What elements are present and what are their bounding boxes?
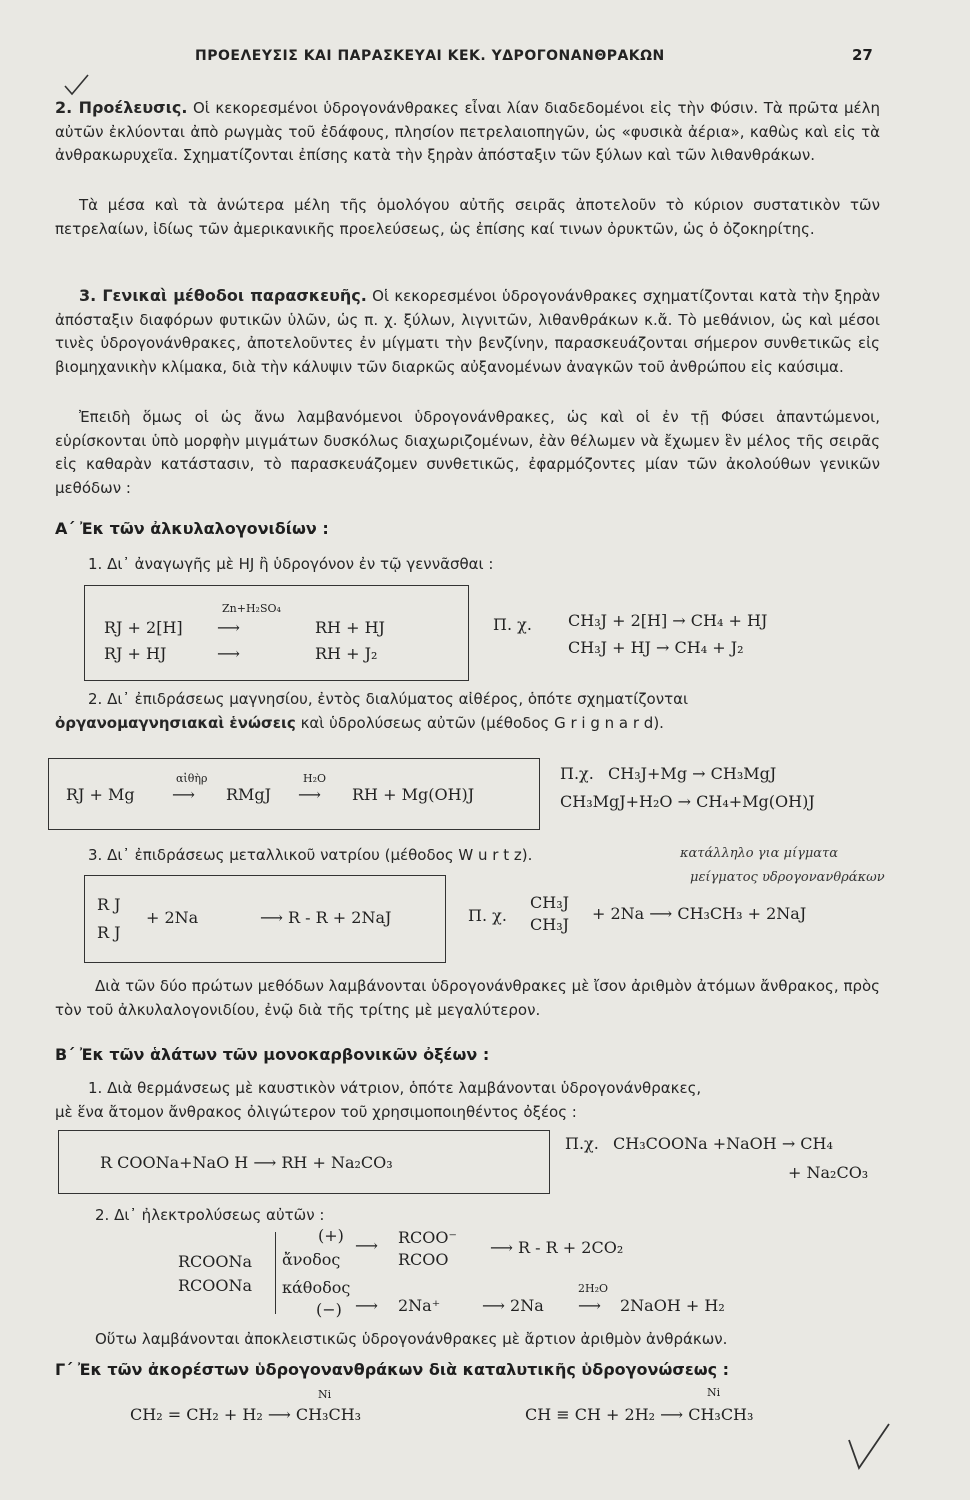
page-number: 27 xyxy=(852,46,873,64)
eq-a2-arrow2: ⟶ xyxy=(298,785,321,804)
eq-a2-reactants: RJ + Mg xyxy=(66,785,135,804)
electrolysis-divider xyxy=(275,1232,276,1314)
electrolysis-reactant2: RCOONa xyxy=(178,1276,253,1295)
section-2-paragraph-2: Τὰ μέσα καὶ τὰ ἀνώτερα μέλη τῆς ὁμολόγου αὐτῆς σειρᾶς ἀποτελοῦν τὸ κύριον συστατικὸν τῶν πετρελαίων, ἰδίως τῶν ἀμερικανικῆς προελεύσεως, ὡς ἐπίσης καί τινων ὀρυκτῶν, ὡς ὁ ὀζοκηρίτης. xyxy=(55,196,880,238)
section-3-text: Οἱ κεκορεσμένοι ὑδρογονάνθρακες σχηματίζονται κατὰ τὴν ξηρὰν ἀπόσταξιν διαφόρων φυτικῶν ὑλῶν, ὡς π. χ. ξύλων, λιγνιτῶν, λιθανθράκων κ.ἄ. Τὸ μεθάνιον, ὡς καὶ μέσοι τινὲς ὑδρογονάνθρακες, ἀποτελοῦντες ἐν μίγματι τὴν βενζίνην, παρασκευάζονται σήμερον συνθετικῶς εἰς βιομηχανικὴν κλίμακα, διὰ τὴν κάλυψιν τῶν διαρκῶς αὐξανομένων ἀναγκῶν τοῦ ἀνθρώπου εἰς καύσιμα. xyxy=(55,287,880,376)
eq-a2-arrow1: ⟶ xyxy=(172,785,195,804)
method-a2-term: ὀργανομαγνησιακαὶ ἑνώσεις xyxy=(55,714,296,732)
eq-a2-condition1: αἰθὴρ xyxy=(176,772,208,785)
electrolysis-reactant1: RCOONa xyxy=(178,1252,253,1271)
cathode-sign: (−) xyxy=(316,1300,342,1319)
example-b1-line1: CH₃COONa +NaOH → CH₄ xyxy=(613,1134,833,1153)
anode-sign: (+) xyxy=(318,1226,344,1245)
hydrogenation-eq-2: CH ≡ CH + 2H₂ ⟶ CH₃CH₃ xyxy=(525,1405,754,1424)
check-mark-icon xyxy=(845,1420,895,1475)
eq-a1b-arrow: ⟶ xyxy=(217,644,240,663)
eq-a2-intermediate: RMgJ xyxy=(226,785,272,804)
example-label-a2: Π.χ. xyxy=(560,764,594,783)
eq-a1-arrow: ⟶ xyxy=(217,618,240,637)
anion-1: RCOO⁻ xyxy=(398,1228,457,1247)
eq-a3-reactant1: R J xyxy=(97,895,121,914)
anode-arrow: ⟶ xyxy=(355,1236,378,1255)
method-a2-line1: 2. Δι᾽ ἐπιδράσεως μαγνησίου, ἐντὸς διαλύματος αἰθέρος, ὁπότε σχηματίζονται xyxy=(88,690,689,708)
method-a2-rest: καὶ ὑδρολύσεως αὐτῶν (μέθοδος G r i g n a r d). xyxy=(300,714,664,732)
eq-a1-reactants: RJ + 2[H] xyxy=(104,618,183,637)
example-a1-line1: CH₃J + 2[H] → CH₄ + HJ xyxy=(568,611,768,630)
eq-a3-products: ⟶ R - R + 2NaJ xyxy=(260,908,392,927)
hydrolysis-products: 2NaOH + H₂ xyxy=(620,1296,725,1315)
handwritten-note-2: μείγματος υδρογονανθράκων xyxy=(690,870,885,885)
eq-a1b-reactants: RJ + HJ xyxy=(104,644,167,663)
cathode-cation: 2Na⁺ xyxy=(398,1296,441,1315)
method-b1-line2: μὲ ἕνα ἄτομον ἄνθρακος ὀλιγώτερον τοῦ χρησιμοποιηθέντος ὀξέος : xyxy=(55,1103,577,1121)
section-2-text: Οἱ κεκορεσμένοι ὑδρογονάνθρακες εἶναι λίαν διαδεδομένοι εἰς τὴν Φύσιν. Τὰ πρῶτα μέλη αὐτῶν ἐκλύονται ἀπὸ ρωγμὰς τοῦ ἐδάφους, πλησίον πετρελαιοπηγῶν, ὡς «φυσικὰ ἀέρια», καθὼς καὶ εἰς τὰ ἀνθρακωρυχεῖα. Σχηματίζονται ἐπίσης κατὰ τὴν ξηρὰν ἀπόσταξιν τῶν ξύλων καὶ τῶν λιθανθράκων. xyxy=(55,99,880,165)
example-label-a3: Π. χ. xyxy=(468,906,507,925)
example-b1-line2: + Na₂CO₃ xyxy=(788,1163,869,1182)
note-b: Οὕτω λαμβάνονται ἀποκλειστικῶς ὑδρογονάνθρακες μὲ ἄρτιον ἀριθμὸν ἀνθράκων. xyxy=(95,1330,728,1348)
eq-b1: R COONa+NaO H ⟶ RH + Na₂CO₃ xyxy=(100,1153,393,1172)
section-3-paragraph-2: Ἐπειδὴ ὅμως οἱ ὡς ἄνω λαμβανόμενοι ὑδρογονάνθρακες, ὡς καὶ οἱ ἐν τῇ Φύσει ἀπαντώμενοι, εὑρίσκονται ὑπὸ μορφὴν μιγμάτων δυσκόλως διαχωριζομένων, ἐὰν θέλωμεν νὰ ἔχωμεν ἓν μέλος τῆς σειρᾶς εἰς καθαρὰν κατάστασιν, τὸ παρασκευάζομεν συνθετικῶς, ἐφαρμόζοντες μίαν τῶν ἀκολούθων γενικῶν μεθόδων : xyxy=(55,408,880,497)
eq-a1-condition: Zn+H₂SO₄ xyxy=(222,602,281,615)
example-a2-line2: CH₃MgJ+H₂O → CH₄+Mg(OH)J xyxy=(560,792,815,811)
example-a3-bottom: CH₃J xyxy=(530,915,570,934)
anode-label: ἄνοδος xyxy=(282,1250,341,1269)
eq-a1-products: RH + HJ xyxy=(315,618,385,637)
heading-a: Α΄ Ἐκ τῶν ἀλκυλαλογονιδίων : xyxy=(55,519,329,538)
section-3-title: 3. Γενικαὶ μέθοδοι παρασκευῆς. xyxy=(79,286,367,305)
example-a1-line2: CH₃J + HJ → CH₄ + J₂ xyxy=(568,638,744,657)
method-b2: 2. Δι᾽ ἠλεκτρολύσεως αὐτῶν : xyxy=(95,1206,325,1224)
method-b1-line1: 1. Διὰ θερμάνσεως μὲ καυστικὸν νάτριον, ὁπότε λαμβάνονται ὑδρογονάνθρακες, xyxy=(88,1079,702,1097)
anion-2: RCOO xyxy=(398,1250,449,1269)
cathode-arrow: ⟶ xyxy=(355,1296,378,1315)
catalyst-label-1: Ni xyxy=(318,1388,332,1401)
example-label-a1: Π. χ. xyxy=(493,615,532,634)
anode-products: ⟶ R - R + 2CO₂ xyxy=(490,1238,624,1257)
example-label-b1: Π.χ. xyxy=(565,1134,599,1153)
method-a2-line2 xyxy=(55,714,664,732)
method-a1: 1. Δι᾽ ἀναγωγῆς μὲ HJ ἢ ὑδρογόνον ἐν τῷ γεννᾶσθαι : xyxy=(88,555,494,573)
section-3-paragraph xyxy=(55,284,880,379)
section-2-paragraph xyxy=(55,96,880,168)
eq-a2-condition2: H₂O xyxy=(303,772,327,785)
cathode-label: κάθοδος xyxy=(282,1278,351,1297)
example-a3-top: CH₃J xyxy=(530,893,570,912)
example-a3-rest: + 2Na ⟶ CH₃CH₃ + 2NaJ xyxy=(592,904,807,923)
cathode-product: ⟶ 2Na xyxy=(482,1296,544,1315)
heading-g: Γ΄ Ἐκ τῶν ἀκορέστων ὑδρογονανθράκων διὰ καταλυτικῆς ὑδρογονώσεως : xyxy=(55,1360,730,1379)
section-2-title: 2. Προέλευσις. xyxy=(55,98,188,117)
handwritten-note-1: κατάλληλο για μίγματα xyxy=(680,846,839,861)
heading-b: Β΄ Ἐκ τῶν ἁλάτων τῶν μονοκαρβονικῶν ὀξέων : xyxy=(55,1045,490,1064)
catalyst-label-2: Ni xyxy=(707,1386,721,1399)
method-a3: 3. Δι᾽ ἐπιδράσεως μεταλλικοῦ νατρίου (μέθοδος W u r t z). xyxy=(88,846,533,864)
example-a2-line1: CH₃J+Mg → CH₃MgJ xyxy=(608,764,777,783)
hydrolysis-arrow: ⟶ xyxy=(578,1296,601,1315)
note-a: Διὰ τῶν δύο πρώτων μεθόδων λαμβάνονται ὑδρογονάνθρακες μὲ ἴσον ἀριθμὸν ἀτόμων ἄνθρακος, πρὸς τὸν τοῦ ἀλκυλαλογονιδίου, ἐνῷ διὰ τῆς τρίτης μὲ μεγαλύτερον. xyxy=(55,977,880,1019)
eq-a1b-products: RH + J₂ xyxy=(315,644,378,663)
eq-a2-products: RH + Mg(OH)J xyxy=(352,785,475,804)
hydrolysis-condition: 2H₂O xyxy=(578,1282,609,1295)
eq-a3-reactant2: R J xyxy=(97,923,121,942)
hydrogenation-eq-1: CH₂ = CH₂ + H₂ ⟶ CH₃CH₃ xyxy=(130,1405,362,1424)
eq-a3-sodium: + 2Na xyxy=(146,908,199,927)
running-header: ΠΡΟΕΛΕΥΣΙΣ ΚΑΙ ΠΑΡΑΣΚΕΥΑΙ ΚΕΚ. ΥΔΡΟΓΟΝΑΝΘΡΑΚΩΝ xyxy=(195,48,665,64)
